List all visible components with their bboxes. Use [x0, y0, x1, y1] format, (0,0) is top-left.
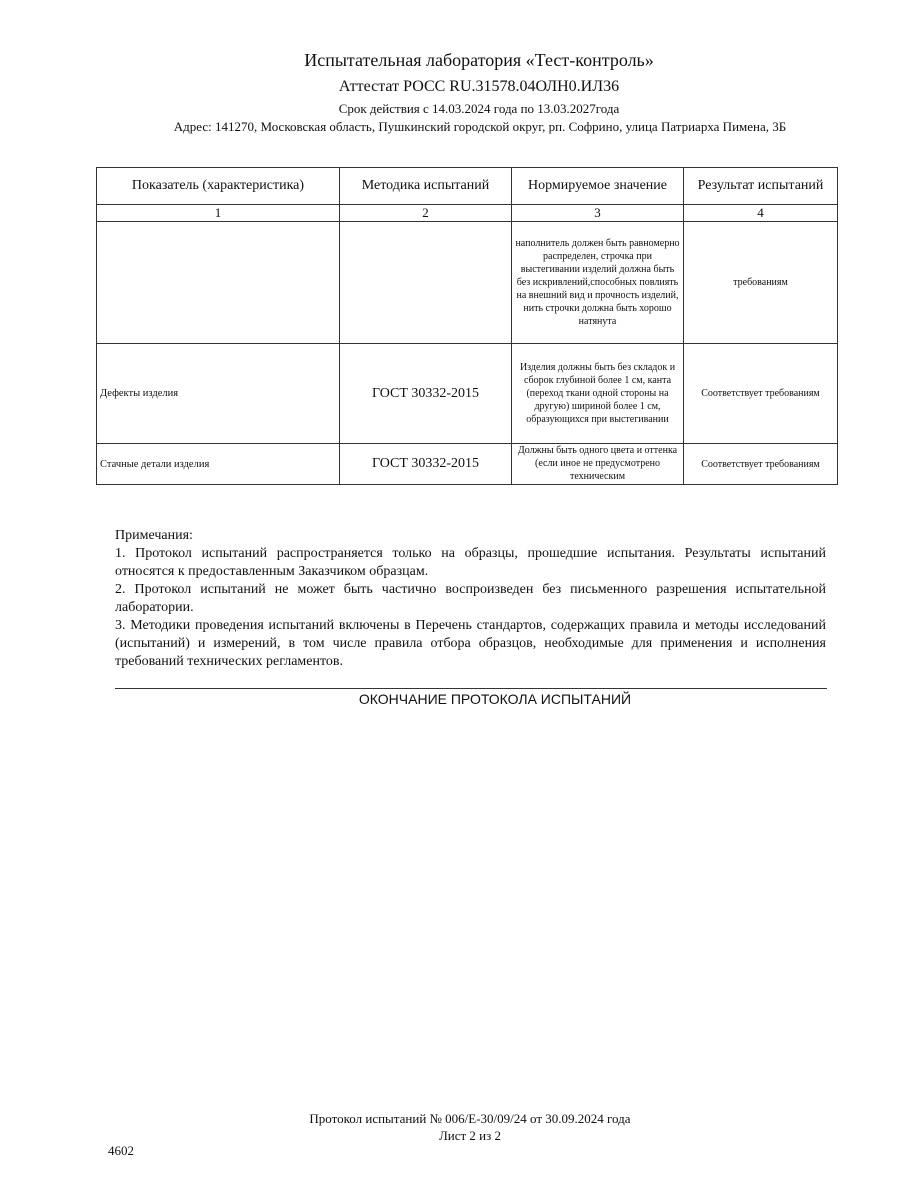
notes-section — [115, 527, 826, 671]
column-header-result: Результат испытаний — [684, 168, 838, 205]
note-item: 1. Протокол испытаний распространяется только на образцы, прошедшие испытания. Результаты испытаний относятся к предоставленным Заказчиком образцам. — [115, 546, 826, 579]
method-cell — [340, 222, 512, 344]
table-header-row — [97, 168, 838, 205]
column-header-norm: Нормируемое значение — [512, 168, 684, 205]
norm-cell: Изделия должны быть без складок и сборок глубиной более 1 см, канта (переход ткани одной стороны на другую) шириной более 1 см, образующихся при выстегивании — [512, 344, 684, 444]
notes-heading: Примечания: — [115, 528, 193, 543]
table-row — [97, 344, 838, 444]
method-cell: ГОСТ 30332-2015 — [340, 344, 512, 444]
column-number: 1 — [97, 205, 340, 222]
validity-term: Срок действия с 14.03.2024 года по 13.03.2027года — [338, 101, 620, 116]
norm-text: Должны быть одного цвета и оттенка (если иное не предусмотрено техническим — [517, 445, 678, 482]
column-number-row — [97, 205, 838, 222]
protocol-number: Протокол испытаний № 006/Е-30/09/24 от 30.09.2024 года — [309, 1111, 631, 1126]
corner-code: 4602 — [108, 1143, 134, 1158]
table-row — [97, 222, 838, 344]
page-footer — [0, 1110, 900, 1144]
norm-cell — [512, 444, 684, 485]
column-number: 2 — [340, 205, 512, 222]
sheet-number: Лист 2 из 2 — [438, 1128, 502, 1143]
lab-title: Испытательная лаборатория «Тест-контроль» — [304, 50, 654, 70]
test-results-table — [96, 167, 838, 485]
result-cell: Соответствует требованиям — [684, 444, 838, 485]
result-cell: Соответствует требованиям — [684, 344, 838, 444]
column-header-indicator: Показатель (характеристика) — [97, 168, 340, 205]
note-item: 3. Методики проведения испытаний включены в Перечень стандартов, содержащих правила и методы исследований (испытаний) и измерений, в том числе правила отбора образцов, необходимые для применения и исполнения требований технических регламентов. — [115, 618, 826, 669]
column-header-method: Методика испытаний — [340, 168, 512, 205]
indicator-cell: Дефекты изделия — [97, 344, 340, 444]
method-cell: ГОСТ 30332-2015 — [340, 444, 512, 485]
divider — [115, 688, 827, 689]
indicator-cell — [97, 222, 340, 344]
lab-address: Адрес: 141270, Московская область, Пушкинский городской округ, рп. Софрино, улица Патриарха Пимена, 3Б — [173, 119, 787, 134]
column-number: 3 — [512, 205, 684, 222]
protocol-end-label: ОКОНЧАНИЕ ПРОТОКОЛА ИСПЫТАНИЙ — [358, 691, 632, 707]
indicator-cell: Стачные детали изделия — [97, 444, 340, 485]
note-item: 2. Протокол испытаний не может быть частично воспроизведен без письменного разрешения испытательной лаборатории. — [115, 582, 826, 615]
norm-cell — [512, 222, 684, 344]
column-number: 4 — [684, 205, 838, 222]
norm-text: наполнитель должен быть равномерно распределен, строчка при выстегивании изделий должна быть без искривлений,способных повлиять на внешний вид и прочность изделий, нить строчки должна быть хорошо натянута — [515, 238, 680, 327]
result-cell: требованиям — [684, 222, 838, 344]
attestat-number: Аттестат РОСС RU.31578.04ОЛН0.ИЛ36 — [338, 78, 620, 95]
table-row — [97, 444, 838, 485]
